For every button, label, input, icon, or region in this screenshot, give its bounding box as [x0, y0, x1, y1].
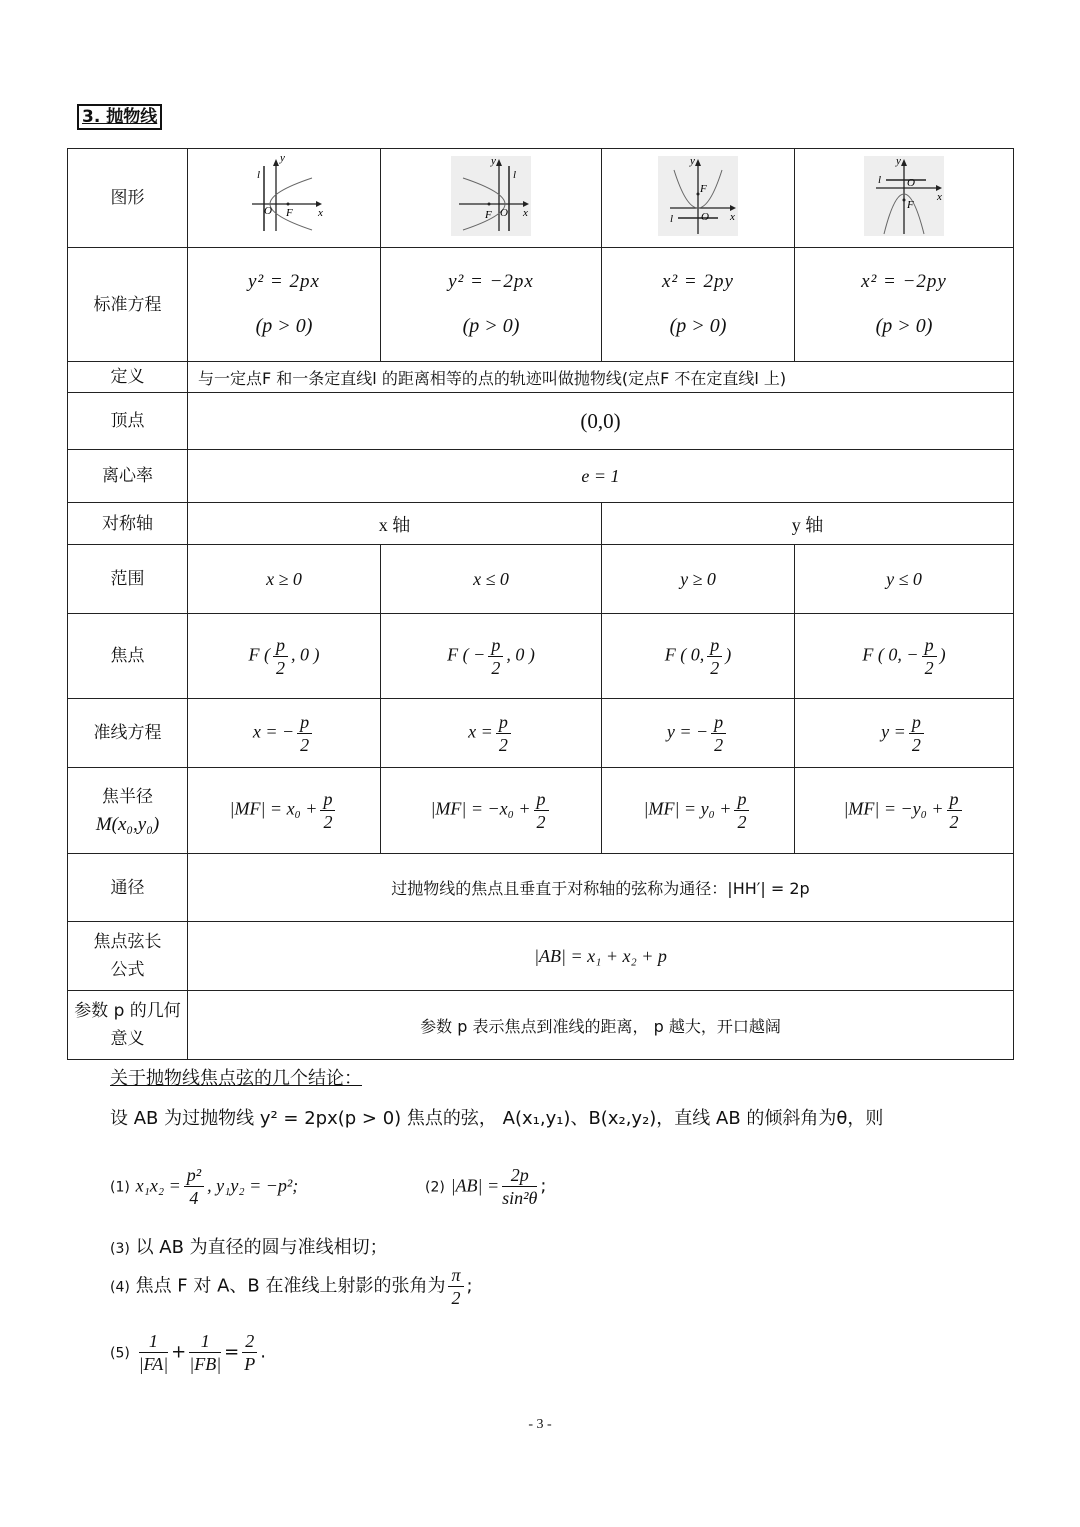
vertex-value: (0,0) — [188, 393, 1014, 450]
label-focus: 焦点 — [68, 614, 188, 699]
range-value: x ≤ 0 — [381, 545, 602, 614]
row-radius — [68, 768, 1014, 854]
row-figure — [68, 149, 1014, 248]
graph-left — [381, 149, 602, 248]
focus-value: F ( 0, $\frac{p}{2}$ ) — [602, 614, 795, 699]
equation-cell — [795, 248, 1014, 362]
condition: (p > 0) — [875, 315, 933, 337]
condition: (p > 0) — [669, 315, 727, 337]
focus-value: F ( − $\frac{p}{2}$ , 0 ) — [381, 614, 602, 699]
label-radius: 焦半径 M(x₀,y₀) — [68, 768, 188, 854]
axis-value: y 轴 — [602, 503, 1014, 545]
svg-text:y: y — [896, 155, 901, 167]
focus-value: F ( 0, − $\frac{p}{2}$ ) — [795, 614, 1014, 699]
svg-text:x: x — [318, 206, 323, 219]
svg-text:F: F — [485, 208, 492, 221]
eccentricity-value: e = 1 — [188, 450, 1014, 503]
label-eccentricity: 离心率 — [68, 450, 188, 503]
directrix-value: y = $\frac{p}{2}$ — [795, 699, 1014, 768]
focus-value: F ( $\frac{p}{2}$ , 0 ) — [188, 614, 381, 699]
conclusion-4: (4) 焦点 F 对 A、B 在准线上射影的张角为 $\frac{\pi}{2}$ ; — [110, 1265, 473, 1308]
label-definition: 定义 — [68, 362, 188, 393]
label-latus: 通径 — [68, 854, 188, 922]
conclusion-1: (1) x₁x₂ = $\frac{\text{p²}}{4}$ , y₁y₂ = −p²; — [110, 1165, 299, 1208]
row-eccentricity — [68, 450, 1014, 503]
axis-value: x 轴 — [188, 503, 602, 545]
radius-value: |MF| = x₀ + $\frac{p}{2}$ — [188, 768, 381, 854]
svg-text:F: F — [700, 182, 707, 195]
svg-text:x: x — [523, 206, 528, 219]
svg-text:F: F — [907, 198, 914, 211]
row-chord — [68, 922, 1014, 991]
graph-down — [795, 149, 1014, 248]
radius-value: |MF| = y₀ + $\frac{p}{2}$ — [602, 768, 795, 854]
equation: x² = 2py — [662, 271, 734, 292]
chord-formula: |AB| = x₁ + x₂ + p — [188, 922, 1014, 991]
parabola-down-graph — [864, 156, 944, 236]
label-equation: 标准方程 — [68, 248, 188, 362]
svg-text:l: l — [670, 212, 674, 225]
section-title: 3. 抛物线 — [77, 104, 162, 130]
svg-text:O: O — [907, 176, 915, 189]
label-chord: 焦点弦长公式 — [68, 922, 188, 991]
row-definition — [68, 362, 1014, 393]
label-axis: 对称轴 — [68, 503, 188, 545]
page-number: - 3 - — [528, 1417, 552, 1432]
conclusion-5: (5) $\frac{1}{|FA|}$ + $\frac{1}{|FB|}$ = $\frac{2}{P}$ . — [110, 1331, 266, 1374]
svg-text:x: x — [730, 210, 735, 223]
label-range: 范围 — [68, 545, 188, 614]
directrix-value: x = − $\frac{p}{2}$ — [188, 699, 381, 768]
svg-text:O: O — [701, 210, 709, 223]
label-figure: 图形 — [68, 149, 188, 248]
label-param: 参数 p 的几何意义 — [68, 991, 188, 1060]
parabola-table — [67, 148, 1014, 1060]
parabola-up-graph — [658, 156, 738, 236]
conclusion-2: (2) |AB| = $\frac{2p}{\text{sin²θ}}$ ; — [425, 1165, 547, 1208]
svg-text:O: O — [500, 206, 508, 219]
row-focus — [68, 614, 1014, 699]
row-directrix — [68, 699, 1014, 768]
svg-text:F: F — [286, 206, 293, 219]
condition: (p > 0) — [462, 315, 520, 337]
radius-value: |MF| = −x₀ + $\frac{p}{2}$ — [381, 768, 602, 854]
svg-text:y: y — [690, 155, 695, 167]
conclusion-3: (3) 以 AB 为直径的圆与准线相切； — [110, 1237, 388, 1258]
equation: y² = 2px — [248, 271, 320, 292]
range-value: y ≤ 0 — [795, 545, 1014, 614]
row-param — [68, 991, 1014, 1060]
svg-text:x: x — [937, 190, 942, 203]
svg-text:l: l — [878, 173, 882, 186]
condition: (p > 0) — [255, 315, 313, 337]
row-range — [68, 545, 1014, 614]
definition-text: 与一定点F 和一条定直线l 的距离相等的点的轨迹叫做抛物线(定点F 不在定直线l 上) — [188, 362, 1014, 393]
equation-cell — [602, 248, 795, 362]
graph-right — [188, 149, 381, 248]
row-axis — [68, 503, 1014, 545]
label-directrix: 准线方程 — [68, 699, 188, 768]
directrix-value: y = − $\frac{p}{2}$ — [602, 699, 795, 768]
directrix-value: x = $\frac{p}{2}$ — [381, 699, 602, 768]
range-value: x ≥ 0 — [188, 545, 381, 614]
label-vertex: 顶点 — [68, 393, 188, 450]
parabola-right-graph — [244, 156, 324, 236]
svg-text:l: l — [257, 168, 261, 181]
row-vertex — [68, 393, 1014, 450]
row-latus — [68, 854, 1014, 922]
conclusions-intro: 设 AB 为过抛物线 y² = 2px(p > 0) 焦点的弦， A(x₁,y₁)、B(x₂,y₂)，直线 AB 的倾斜角为θ，则 — [110, 1108, 884, 1129]
latus-text: 过抛物线的焦点且垂直于对称轴的弦称为通径：|HH′| = 2p — [188, 854, 1014, 922]
svg-text:l: l — [513, 168, 517, 181]
graph-up — [602, 149, 795, 248]
range-value: y ≥ 0 — [602, 545, 795, 614]
radius-value: |MF| = −y₀ + $\frac{p}{2}$ — [795, 768, 1014, 854]
row-equation — [68, 248, 1014, 362]
svg-text:y: y — [491, 155, 496, 167]
equation: y² = −2px — [448, 271, 534, 292]
conclusions-heading: 关于抛物线焦点弦的几个结论： — [110, 1068, 362, 1089]
param-text: 参数 p 表示焦点到准线的距离， p 越大，开口越阔 — [188, 991, 1014, 1060]
svg-text:y: y — [280, 155, 285, 164]
equation-cell — [188, 248, 381, 362]
svg-text:O: O — [264, 204, 272, 217]
parabola-left-graph — [451, 156, 531, 236]
equation: x² = −2py — [861, 271, 947, 292]
equation-cell — [381, 248, 602, 362]
